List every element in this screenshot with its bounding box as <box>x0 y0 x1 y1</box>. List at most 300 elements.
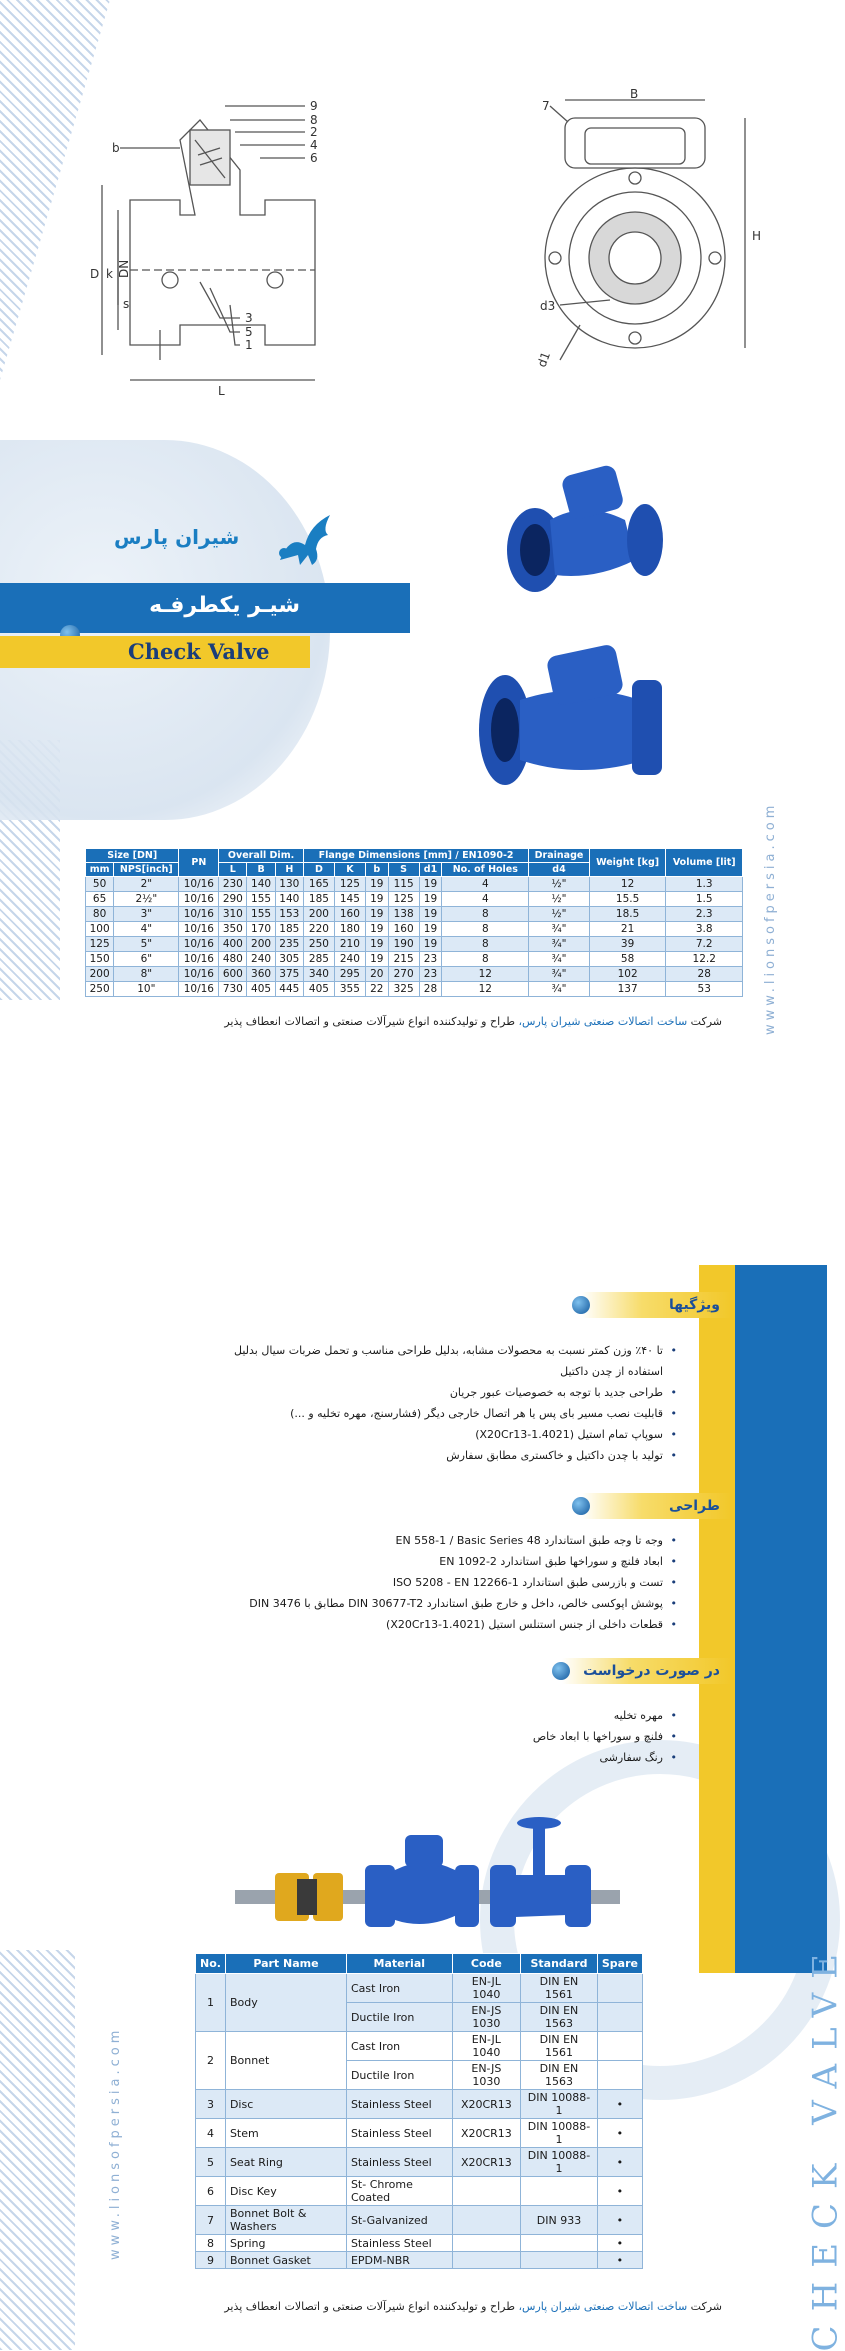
section-bullet-icon <box>572 1497 590 1515</box>
product-title-en: Check Valve <box>128 639 270 664</box>
table-cell-spare <box>597 2032 642 2061</box>
table-row <box>196 2148 643 2177</box>
table-cell: 350 <box>219 922 247 937</box>
table-cell-part: Disc <box>225 2090 346 2119</box>
table-cell-part: Stem <box>225 2119 346 2148</box>
footer-description: طراح و تولیدکننده انواع شیرآلات صنعتی و اتصالات انعطاف پذیر <box>224 2300 515 2313</box>
table-cell: 10/16 <box>179 922 219 937</box>
parts-table-body <box>196 1974 643 2269</box>
vertical-product-title: CHECK VALVE <box>805 1940 845 2351</box>
table-cell: 445 <box>275 982 303 997</box>
table-cell-spare: • <box>597 2148 642 2177</box>
subtitle-band <box>0 636 310 668</box>
table-cell: 28 <box>419 982 442 997</box>
side-accent-blue <box>735 1265 827 1973</box>
table-cell: 4 <box>442 877 529 892</box>
table-row <box>196 1974 643 2003</box>
features-list <box>217 1340 677 1466</box>
table-cell-material: Cast Iron <box>346 1974 452 2003</box>
request-item: • مهره تخلیه <box>217 1705 677 1726</box>
svg-text:6: 6 <box>310 151 318 165</box>
table-cell: 285 <box>303 952 334 967</box>
table-cell-standard: DIN EN 1563 <box>521 2061 598 2090</box>
footer-prefix: شرکت <box>690 1015 722 1028</box>
table-cell-code: EN-JL 1040 <box>452 2032 521 2061</box>
table-cell-no: 6 <box>196 2177 226 2206</box>
table-cell: 115 <box>388 877 419 892</box>
table-cell: 3.8 <box>666 922 743 937</box>
website-url-vertical: www.lionsofpersia.com <box>108 2026 123 2260</box>
table-row <box>86 982 743 997</box>
th-drainage: Drainage <box>529 849 589 863</box>
table-cell-spare: • <box>597 2235 642 2252</box>
table-cell-standard: DIN 10088-1 <box>521 2148 598 2177</box>
table-cell: 340 <box>303 967 334 982</box>
table-cell: 150 <box>86 952 114 967</box>
brand-logo <box>100 505 340 575</box>
section-bullet-icon <box>552 1662 570 1680</box>
table-cell: 240 <box>334 952 365 967</box>
feature-item: • قابلیت نصب مسیر بای پس یا هر اتصال خارجی دیگر (فشارسنج، مهره تخلیه و ...) <box>217 1403 677 1424</box>
svg-text:9: 9 <box>310 99 318 113</box>
company-footer <box>224 1015 722 1028</box>
website-url-vertical: www.lionsofpersia.com <box>763 801 778 1035</box>
table-cell: 10/16 <box>179 877 219 892</box>
table-cell: 23 <box>419 952 442 967</box>
table-cell: 58 <box>589 952 666 967</box>
table-cell: 140 <box>275 892 303 907</box>
table-cell: 15.5 <box>589 892 666 907</box>
table-cell-spare: • <box>597 2252 642 2269</box>
table-cell: 200 <box>86 967 114 982</box>
table-cell: 155 <box>247 892 275 907</box>
table-row <box>86 892 743 907</box>
table-cell: 220 <box>303 922 334 937</box>
parts-material-table <box>195 1953 643 2269</box>
table-cell: 185 <box>303 892 334 907</box>
table-cell: ¾" <box>529 922 589 937</box>
table-cell: 270 <box>388 967 419 982</box>
table-cell-part: Bonnet <box>225 2032 346 2090</box>
table-cell-no: 4 <box>196 2119 226 2148</box>
table-cell: 19 <box>365 937 388 952</box>
table-cell: 18.5 <box>589 907 666 922</box>
table-row <box>196 2032 643 2061</box>
table-cell: 12 <box>442 982 529 997</box>
table-cell: 130 <box>275 877 303 892</box>
table-cell: 153 <box>275 907 303 922</box>
table-cell: 10/16 <box>179 937 219 952</box>
table-cell: 600 <box>219 967 247 982</box>
th-part-name: Part Name <box>225 1954 346 1974</box>
table-cell: 305 <box>275 952 303 967</box>
table-header-row <box>196 1954 643 1974</box>
table-cell: ¾" <box>529 937 589 952</box>
th-k: K <box>334 863 365 877</box>
table-cell-spare: • <box>597 2090 642 2119</box>
table-cell: 8 <box>442 937 529 952</box>
table-cell: 19 <box>419 922 442 937</box>
section-features-title <box>582 1292 732 1318</box>
title-band <box>0 583 410 633</box>
request-list <box>217 1705 677 1768</box>
table-row <box>86 952 743 967</box>
th-nps: NPS[inch] <box>114 863 179 877</box>
table-cell-material: Stainless Steel <box>346 2090 452 2119</box>
table-cell: ½" <box>529 877 589 892</box>
th-l: L <box>219 863 247 877</box>
table-cell: 295 <box>334 967 365 982</box>
table-cell: 19 <box>419 907 442 922</box>
section-design-title <box>582 1493 732 1519</box>
request-title-text: در صورت درخواست <box>583 1663 720 1679</box>
th-d: D <box>303 863 334 877</box>
dimensions-table-body <box>86 877 743 997</box>
brand-name: شیران پارس <box>114 525 240 549</box>
section-bullet-icon <box>572 1296 590 1314</box>
table-cell: 138 <box>388 907 419 922</box>
table-cell: 3" <box>114 907 179 922</box>
valve-photo-side <box>470 640 690 800</box>
th-b: B <box>247 863 275 877</box>
datasheet-page-2 <box>0 1180 845 2351</box>
table-cell: 19 <box>419 937 442 952</box>
table-cell-code: EN-JS 1030 <box>452 2003 521 2032</box>
product-title-fa: شیـر یکطرفـه <box>149 593 300 618</box>
table-row <box>86 907 743 922</box>
th-mm: mm <box>86 863 114 877</box>
table-header-row <box>86 849 743 863</box>
table-cell-no: 9 <box>196 2252 226 2269</box>
technical-drawing <box>90 87 770 400</box>
table-cell: 10/16 <box>179 892 219 907</box>
svg-text:D: D <box>90 267 100 281</box>
valve-photo-angled <box>495 450 675 600</box>
table-cell-standard: DIN EN 1561 <box>521 1974 598 2003</box>
footer-prefix: شرکت <box>690 2300 722 2313</box>
table-cell-part: Spring <box>225 2235 346 2252</box>
table-cell-code <box>452 2206 521 2235</box>
svg-text:3: 3 <box>245 311 253 325</box>
table-cell-no: 7 <box>196 2206 226 2235</box>
svg-text:2: 2 <box>310 125 318 139</box>
table-cell: 6" <box>114 952 179 967</box>
table-cell: 10/16 <box>179 982 219 997</box>
table-cell-code: EN-JS 1030 <box>452 2061 521 2090</box>
th-h: H <box>275 863 303 877</box>
table-cell: 210 <box>334 937 365 952</box>
table-row <box>86 922 743 937</box>
table-cell: 160 <box>334 907 365 922</box>
footer-company: ساخت اتصالات صنعتی شیران پارس، <box>518 2300 688 2313</box>
table-cell: ½" <box>529 907 589 922</box>
table-cell: 400 <box>219 937 247 952</box>
table-cell: 137 <box>589 982 666 997</box>
table-cell-standard <box>521 2177 598 2206</box>
table-cell: 20 <box>365 967 388 982</box>
table-cell: 355 <box>334 982 365 997</box>
table-cell: 2½" <box>114 892 179 907</box>
table-row <box>196 2119 643 2148</box>
table-cell-standard <box>521 2235 598 2252</box>
table-cell: 730 <box>219 982 247 997</box>
winged-lion-icon <box>270 505 340 575</box>
table-cell: 480 <box>219 952 247 967</box>
table-cell: 19 <box>365 892 388 907</box>
table-cell-material: EPDM-NBR <box>346 2252 452 2269</box>
table-cell: 200 <box>303 907 334 922</box>
table-cell: 165 <box>303 877 334 892</box>
table-cell-code: X20CR13 <box>452 2119 521 2148</box>
table-cell: 140 <box>247 877 275 892</box>
design-item: • تست و بازرسی طبق استاندارد ISO 5208 - EN 12266-1 <box>217 1572 677 1593</box>
table-row <box>86 877 743 892</box>
table-cell-part: Disc Key <box>225 2177 346 2206</box>
table-cell: 22 <box>365 982 388 997</box>
table-cell-spare: • <box>597 2177 642 2206</box>
footer-description: طراح و تولیدکننده انواع شیرآلات صنعتی و اتصالات انعطاف پذیر <box>224 1015 515 1028</box>
svg-text:b: b <box>112 141 120 155</box>
svg-text:4: 4 <box>310 138 318 152</box>
table-row <box>196 2090 643 2119</box>
table-cell: 160 <box>388 922 419 937</box>
side-accent-yellow <box>699 1265 735 1973</box>
design-list <box>217 1530 677 1635</box>
table-cell-standard: DIN 933 <box>521 2206 598 2235</box>
svg-text:L: L <box>218 384 225 398</box>
table-cell: 235 <box>275 937 303 952</box>
table-cell-code: EN-JL 1040 <box>452 1974 521 2003</box>
table-cell-spare: • <box>597 2119 642 2148</box>
th-flange-b: b <box>365 863 388 877</box>
table-cell: 4" <box>114 922 179 937</box>
table-cell: 80 <box>86 907 114 922</box>
table-row <box>196 2252 643 2269</box>
table-cell-standard: DIN 10088-1 <box>521 2119 598 2148</box>
table-cell: 19 <box>419 892 442 907</box>
design-item: • قطعات داخلی از جنس استنلس استیل (X20Cr13-1.4021) <box>217 1614 677 1635</box>
table-cell: 65 <box>86 892 114 907</box>
table-cell-part: Bonnet Bolt & Washers <box>225 2206 346 2235</box>
table-cell: 185 <box>275 922 303 937</box>
table-cell: 230 <box>219 877 247 892</box>
table-cell-code: X20CR13 <box>452 2148 521 2177</box>
table-cell-material: Stainless Steel <box>346 2235 452 2252</box>
table-cell-no: 5 <box>196 2148 226 2177</box>
table-cell: 21 <box>589 922 666 937</box>
pipeline-installation-photo <box>235 1795 620 1955</box>
th-d1: d1 <box>419 863 442 877</box>
table-cell: 23 <box>419 967 442 982</box>
table-cell: 405 <box>303 982 334 997</box>
svg-text:DN: DN <box>117 259 131 278</box>
th-code: Code <box>452 1954 521 1974</box>
table-cell: 12.2 <box>666 952 743 967</box>
table-row <box>196 2235 643 2252</box>
table-cell: ¾" <box>529 982 589 997</box>
svg-text:8: 8 <box>310 113 318 127</box>
table-cell: 100 <box>86 922 114 937</box>
table-cell: 19 <box>365 907 388 922</box>
table-cell: 375 <box>275 967 303 982</box>
company-footer-2 <box>224 2300 722 2313</box>
table-cell-standard: DIN EN 1561 <box>521 2032 598 2061</box>
feature-item: • طراحی جدید با توجه به خصوصیات عبور جریان <box>217 1382 677 1403</box>
table-cell-standard: DIN 10088-1 <box>521 2090 598 2119</box>
datasheet-page-1 <box>0 0 827 1150</box>
th-standard: Standard <box>521 1954 598 1974</box>
table-cell-no: 8 <box>196 2235 226 2252</box>
table-cell: 28 <box>666 967 743 982</box>
table-cell-spare <box>597 1974 642 2003</box>
svg-text:s: s <box>123 297 130 311</box>
table-cell-standard: DIN EN 1563 <box>521 2003 598 2032</box>
footer-company: ساخت اتصالات صنعتی شیران پارس، <box>518 1015 688 1028</box>
table-cell-part: Seat Ring <box>225 2148 346 2177</box>
table-cell-no: 1 <box>196 1974 226 2032</box>
svg-text:d1: d1 <box>534 349 554 370</box>
svg-text:5: 5 <box>245 325 253 339</box>
request-item: • فلنچ و سوراخها با ابعاد خاص <box>217 1726 677 1747</box>
table-cell: 1.3 <box>666 877 743 892</box>
table-cell: 215 <box>388 952 419 967</box>
table-cell: 10/16 <box>179 967 219 982</box>
table-cell: 10/16 <box>179 952 219 967</box>
table-cell: 250 <box>86 982 114 997</box>
svg-text:7: 7 <box>542 99 550 113</box>
table-cell: 19 <box>419 877 442 892</box>
table-cell: 39 <box>589 937 666 952</box>
th-flange-dim: Flange Dimensions [mm] / EN1090-2 <box>303 849 528 863</box>
table-cell-code: X20CR13 <box>452 2090 521 2119</box>
table-cell: 5" <box>114 937 179 952</box>
svg-text:1: 1 <box>245 338 253 352</box>
table-cell: 4 <box>442 892 529 907</box>
table-cell: 8" <box>114 967 179 982</box>
th-pn: PN <box>179 849 219 877</box>
table-cell-no: 3 <box>196 2090 226 2119</box>
table-cell-material: St- Chrome Coated <box>346 2177 452 2206</box>
table-cell: 2" <box>114 877 179 892</box>
decorative-stripes-bottom <box>0 1950 75 2350</box>
table-cell: 102 <box>589 967 666 982</box>
table-cell: 8 <box>442 907 529 922</box>
table-cell: ¾" <box>529 952 589 967</box>
table-cell-code <box>452 2252 521 2269</box>
table-cell-spare: • <box>597 2206 642 2235</box>
table-cell: 53 <box>666 982 743 997</box>
table-cell-no: 2 <box>196 2032 226 2090</box>
table-cell: 1.5 <box>666 892 743 907</box>
table-cell-spare <box>597 2003 642 2032</box>
th-size: Size [DN] <box>86 849 179 863</box>
table-cell-spare <box>597 2061 642 2090</box>
table-cell: 405 <box>247 982 275 997</box>
table-row <box>196 2177 643 2206</box>
table-cell: 155 <box>247 907 275 922</box>
table-cell: 8 <box>442 952 529 967</box>
request-item: • رنگ سفارشی <box>217 1747 677 1768</box>
table-cell: 12 <box>589 877 666 892</box>
table-cell: 145 <box>334 892 365 907</box>
table-cell: 290 <box>219 892 247 907</box>
table-row <box>86 937 743 952</box>
table-cell: 7.2 <box>666 937 743 952</box>
th-weight: Weight [kg] <box>589 849 666 877</box>
section-request-title <box>562 1658 732 1684</box>
th-s: S <box>388 863 419 877</box>
th-volume: Volume [lit] <box>666 849 743 877</box>
table-cell-part: Body <box>225 1974 346 2032</box>
th-material: Material <box>346 1954 452 1974</box>
table-cell: 2.3 <box>666 907 743 922</box>
table-cell-material: Ductile Iron <box>346 2061 452 2090</box>
table-cell: 50 <box>86 877 114 892</box>
table-cell-material: Stainless Steel <box>346 2119 452 2148</box>
table-cell-standard <box>521 2252 598 2269</box>
table-cell: 125 <box>388 892 419 907</box>
svg-text:d3: d3 <box>540 299 556 313</box>
table-cell: 360 <box>247 967 275 982</box>
design-item: • ابعاد فلنچ و سوراخها طبق استاندارد EN 1092-2 <box>217 1551 677 1572</box>
design-title-text: طراحی <box>669 1498 720 1514</box>
table-cell-material: Cast Iron <box>346 2032 452 2061</box>
feature-item: • تولید با چدن داکتیل و خاکستری مطابق سفارش <box>217 1445 677 1466</box>
table-cell: 19 <box>365 922 388 937</box>
svg-text:B: B <box>630 87 639 101</box>
table-cell: 125 <box>86 937 114 952</box>
table-row <box>86 967 743 982</box>
svg-text:H: H <box>752 229 762 243</box>
table-cell: 310 <box>219 907 247 922</box>
table-cell: 250 <box>303 937 334 952</box>
table-cell: 200 <box>247 937 275 952</box>
table-cell-material: Ductile Iron <box>346 2003 452 2032</box>
table-cell: 19 <box>365 877 388 892</box>
table-cell: 240 <box>247 952 275 967</box>
table-cell: ¾" <box>529 967 589 982</box>
table-row <box>196 2206 643 2235</box>
th-spare: Spare <box>597 1954 642 1974</box>
design-item: • وجه تا وجه طبق استاندارد EN 558-1 / Basic Series 48 <box>217 1530 677 1551</box>
table-cell-material: St-Galvanized <box>346 2206 452 2235</box>
table-cell: 325 <box>388 982 419 997</box>
table-cell: ½" <box>529 892 589 907</box>
svg-text:k: k <box>106 267 113 281</box>
table-cell: 12 <box>442 967 529 982</box>
table-cell-part: Bonnet Gasket <box>225 2252 346 2269</box>
table-cell: 10/16 <box>179 907 219 922</box>
table-cell: 190 <box>388 937 419 952</box>
table-cell: 19 <box>365 952 388 967</box>
table-cell-material: Stainless Steel <box>346 2148 452 2177</box>
table-cell: 10" <box>114 982 179 997</box>
th-overall-dim: Overall Dim. <box>219 849 304 863</box>
table-cell: 180 <box>334 922 365 937</box>
dimensions-table <box>85 848 743 997</box>
features-title-text: ویژگیها <box>668 1297 720 1313</box>
design-item: • پوشش اپوکسی خالص، داخل و خارج طبق استاندارد DIN 30677-T2 مطابق با DIN 3476 <box>217 1593 677 1614</box>
th-holes: No. of Holes <box>442 863 529 877</box>
th-no: No. <box>196 1954 226 1974</box>
table-cell-code <box>452 2235 521 2252</box>
table-cell-code <box>452 2177 521 2206</box>
table-cell: 8 <box>442 922 529 937</box>
feature-item: • سوپاپ تمام استیل (X20Cr13-1.4021) <box>217 1424 677 1445</box>
table-cell: 125 <box>334 877 365 892</box>
table-cell: 170 <box>247 922 275 937</box>
th-d4: d4 <box>529 863 589 877</box>
